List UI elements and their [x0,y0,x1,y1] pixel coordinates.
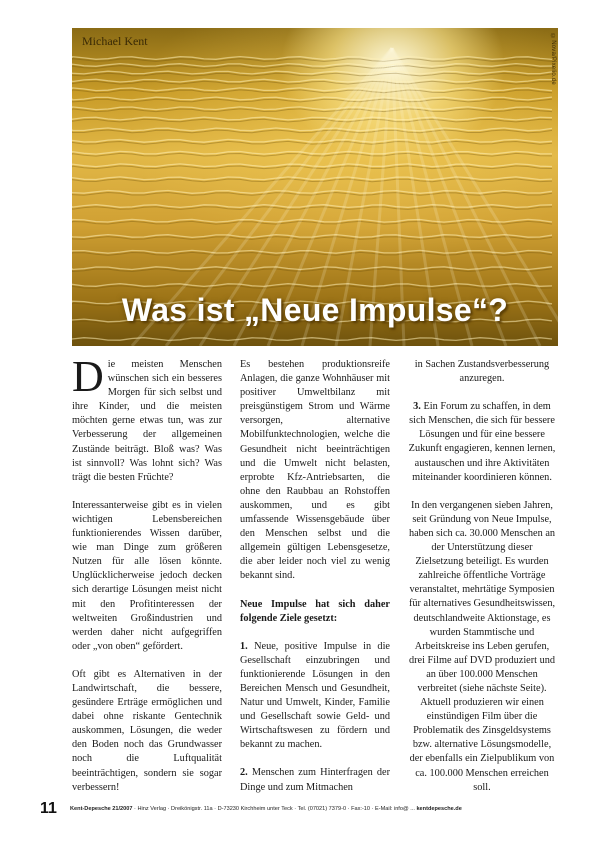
paragraph: Oft gibt es Alternativen in der Landwirtschaft, die bessere, gesündere Erträge ermöglichen und dabei ohne riskante Gentechnik auskommen, Lösungen, die weder den Boden noch das Grundwasser noch die Luftqualität beeinträchtigen, sondern sie sogar verbessern! [72,668,222,793]
article-headline: Was ist „Neue Impulse“? [121,292,509,328]
intro-paragraph: Die meisten Menschen wünschen sich ein besseres Morgen für sich selbst und ihre Kinder, und die meisten möchten gerne etwas tun, was zur Verbesserung der allgemeinen Zustände beiträgt. Bloß was? Was ist sinnvoll? Was lohnt sich? Was trägt die besten Früchte? [72,352,222,483]
footer-imprint [70,806,462,812]
goal-2: 2. Menschen zum Hinterfragen der Dinge und zum Mitmachen [240,767,390,793]
text-column-1 [72,352,222,809]
author-name: Michael Kent [82,34,148,48]
paragraph: In den vergangenen sieben Jahren, seit Gründung von Neue Impulse, haben sich ca. 30.000 Menschen an der Unterstützung dieser Zielsetzung beteiligt. Es wurden zahlreiche öffentliche Vorträge veranstaltet, mehrtätige Symposien für alternatives Gesundheitswissen, deutschlandweite Aktionstage, es wurden Stammtische und Arbeitskreise ins Leben gerufen, drei Filme auf DVD produziert und an über 100.000 Menschen verbreitet (siehe nächste Seite). Aktuell produzieren wir einen einstündigen Film über die Problematik des Zinsgeldsystems bzw. alternative Lösungsmodelle, der ebenfalls ein Zielpublikum von ca. 100.000 Menschen erreichen soll. [408,499,556,793]
goal-1: 1. Neue, positive Impulse in die Gesellschaft einzubringen und funktionierende Lösungen in den Bereichen Mensch und Gesundheit, Natur und Umwelt, Kinder, Familie und Gesellschaft sowie Geld- und Wirtschaftswesen zu fördern und bekannt zu machen. [240,640,391,751]
goal-3: 3. Ein Forum zu schaffen, in dem sich Menschen, die sich für bessere Lösungen und für eine bessere Zukunft engagieren, kennen lernen, austauschen und ihre Aktivitäten miteinander koordinieren können. [408,401,556,483]
paragraph: Es bestehen produktionsreife Anlagen, die ganze Wohnhäuser mit positiver Umweltbilanz mit preisgünstigem Strom und Wärme versorgen, alternative Mobilfunktechnologien, welche die Gesundheit nicht beeinträchtigen und die Umwelt nicht belasten, erprobte Kfz-Antriebsarten, die ohne den Raubbau an Rohstoffen auskommen, und es gibt umfassende Wissensgebäude über den Menschen selbst und die allgemein gültigen Lebensgesetze, die aber leider noch viel zu wenig bekannt sind. [240,359,390,582]
publisher-address: · Hinz Verlag · Dreikönigstr. 11a · D-73230 Kirchheim unter Teck · Tel. (07021) 7379-0 · Fax:-10 · E-Mail: info@ ... [132,806,417,812]
website-link[interactable]: kentdepesche.de [416,806,462,812]
paragraph: Interessanterweise gibt es in vielen wichtigen Lebensbereichen funktionierendes Wissen darüber, wie man Dinge zum größeren Nutzen für alle lösen könnte. Unglücklicherweise jedoch decken sich derartige Lösungen meist nicht mit den Profitinteressen der weltweiten Großindustrien und werden daher nicht aufgegriffen oder „von oben“ gefördert. [72,499,222,652]
photo-credit: ©Nova/Pixelio.de [550,34,556,85]
text-column-2 [240,358,390,809]
hero-photo [72,28,558,346]
text-column-3 [408,358,556,809]
publication-name: Kent-Depesche 21/2007 [70,806,133,812]
page-footer [40,800,560,820]
goals-heading: Neue Impulse hat sich daher folgende Ziele gesetzt: [240,598,390,624]
page-number: 11 [40,800,57,817]
paragraph: in Sachen Zustandsverbesserung anzuregen. [414,359,550,385]
drop-cap: D [72,352,104,401]
